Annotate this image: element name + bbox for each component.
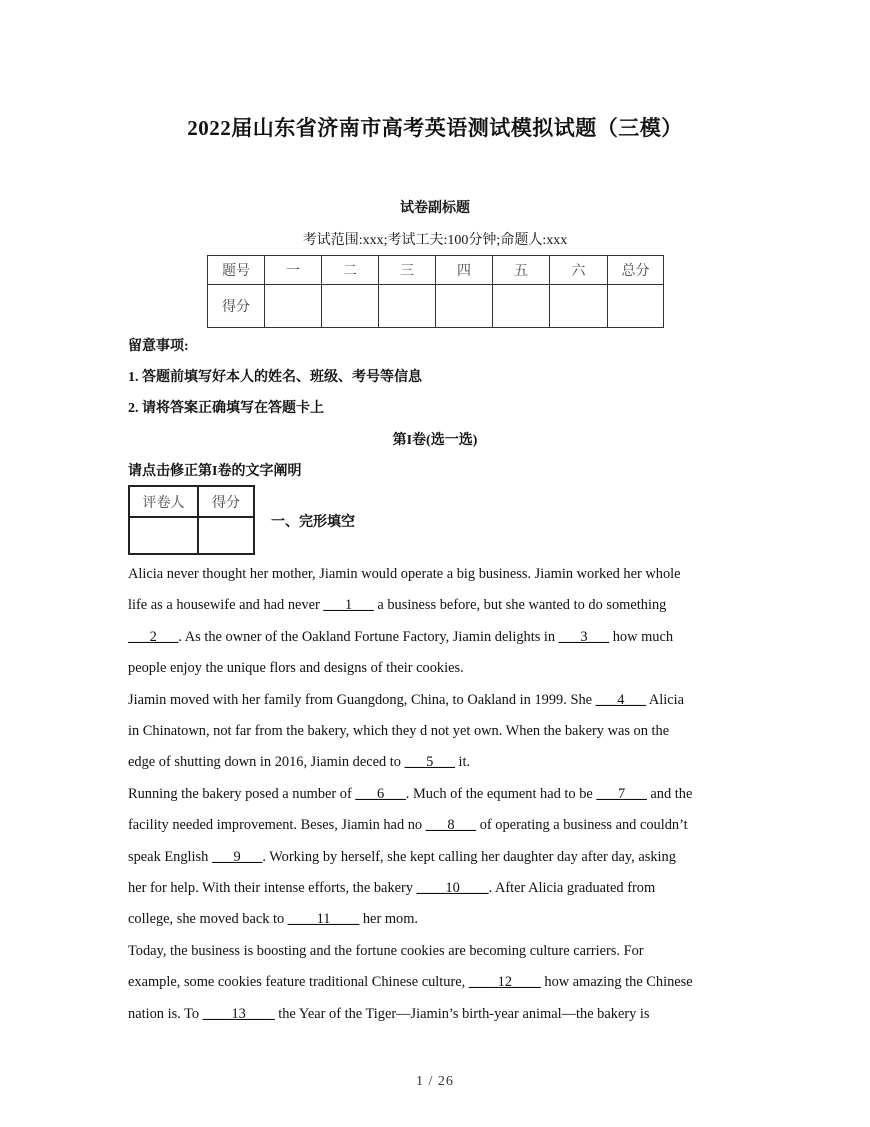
passage-text: and the (646, 785, 693, 802)
passage-text: . After Alicia graduated from (488, 880, 656, 897)
cloze-passage (128, 559, 748, 1030)
score-cell (322, 285, 379, 328)
cloze-blank: ____11____ (287, 911, 360, 928)
passage-line (128, 936, 748, 967)
cloze-blank: ____13____ (202, 1005, 275, 1022)
passage-line (128, 653, 748, 684)
passage-text: Jiamin moved with her family from Guangdong, China, to Oakland in 1999. She (128, 691, 596, 708)
passage-line (128, 590, 748, 621)
passage-text: . Much of the equment had to be (405, 785, 597, 802)
score-table-score-row (208, 285, 664, 328)
part-title: 一、完形填空 (271, 515, 355, 530)
passage-text: how much (609, 628, 674, 645)
passage-text: the Year of the Tiger—Jiamin’s birth-year animal—the bakery is (274, 1005, 650, 1022)
passage-text: example, some cookies feature traditional Chinese culture, (128, 974, 469, 991)
passage-line (128, 747, 748, 778)
passage-line (128, 622, 748, 653)
cloze-blank: ___7___ (596, 785, 647, 802)
cloze-blank: ____10____ (416, 880, 489, 897)
section-title: 第I卷(选一选) (392, 433, 478, 448)
passage-line (128, 559, 748, 590)
score-header-cell: 二 (322, 256, 379, 285)
passage-line (128, 842, 748, 873)
passage-text: in Chinatown, not far from the bakery, which they d not yet own. When the bakery was on the (128, 723, 670, 740)
score-header-cell: 六 (550, 256, 608, 285)
grader-label: 评卷人 (129, 486, 198, 517)
grader-header-row (129, 486, 254, 517)
grader-cell (198, 517, 254, 554)
passage-text: Today, the business is boosting and the fortune cookies are becoming culture carriers. For (128, 942, 644, 959)
grader-table (128, 485, 255, 555)
score-cell (608, 285, 664, 328)
cloze-blank: ___1___ (323, 597, 374, 614)
cloze-blank: ___2___ (128, 628, 179, 645)
passage-text: how amazing the Chinese (540, 974, 693, 991)
passage-line (128, 873, 748, 904)
passage-text: college, she moved back to (128, 911, 288, 928)
passage-text: . Working by herself, she kept calling her daughter day after day, asking (262, 848, 676, 865)
passage-line (128, 810, 748, 841)
cloze-blank: ___6___ (355, 785, 406, 802)
passage-line (128, 967, 748, 998)
passage-text: her mom. (359, 911, 419, 928)
cloze-blank: ___3___ (558, 628, 610, 645)
cloze-blank: ____12____ (468, 974, 541, 991)
note-item: 2. 请将答案正确填写在答题卡上 (128, 401, 324, 416)
score-header-cell: 一 (265, 256, 322, 285)
score-header-cell: 五 (493, 256, 550, 285)
score-header-cell: 三 (379, 256, 436, 285)
score-header-cell: 四 (436, 256, 493, 285)
grader-cell (129, 517, 198, 554)
passage-text: . As the owner of the Oakland Fortune Factory, Jiamin delights in (178, 628, 559, 645)
passage-line (128, 904, 748, 935)
score-cell (493, 285, 550, 328)
passage-text: speak English (128, 848, 212, 865)
passage-text: Alicia never thought her mother, Jiamin would operate a big business. Jiamin worked her whole (128, 566, 681, 582)
cloze-blank: ___9___ (211, 848, 263, 865)
score-cell (379, 285, 436, 328)
grader-empty-row (129, 517, 254, 554)
passage-text: it. (454, 754, 471, 771)
note-item: 1. 答题前填写好本人的姓名、班级、考号等信息 (128, 370, 422, 385)
score-header-cell: 题号 (208, 256, 265, 285)
passage-text: her for help. With their intense efforts, the bakery (128, 880, 417, 897)
page-number: 1 / 26 (416, 1074, 454, 1089)
exam-info: 考试范围:xxx;考试工夫:100分钟;命题人:xxx (302, 233, 568, 248)
passage-line (128, 716, 748, 747)
notes-heading: 留意事项: (128, 339, 189, 354)
paper-subtitle: 试卷副标题 (400, 201, 470, 216)
score-header-cell: 总分 (608, 256, 664, 285)
passage-text: Alicia (646, 691, 684, 708)
passage-line (128, 999, 748, 1030)
score-table-header-row (208, 256, 664, 285)
score-cell (265, 285, 322, 328)
score-cell (436, 285, 493, 328)
passage-text: of operating a business and couldn’t (476, 817, 688, 834)
passage-line (128, 779, 748, 810)
score-table (207, 255, 664, 328)
passage-line (128, 685, 748, 716)
grader-score-label: 得分 (198, 486, 254, 517)
passage-text: a business before, but she wanted to do something (373, 597, 667, 614)
passage-text: people enjoy the unique flors and designs of their cookies. (128, 660, 464, 677)
document-title: 2022届山东省济南市高考英语测试模拟试题（三模） (187, 116, 683, 140)
passage-text: life as a housewife and had never (128, 597, 324, 614)
passage-text: Running the bakery posed a number of (128, 785, 356, 802)
score-cell (550, 285, 608, 328)
passage-text: edge of shutting down in 2016, Jiamin deced to (128, 754, 405, 771)
cloze-blank: ___4___ (595, 691, 647, 708)
passage-text: facility needed improvement. Beses, Jiamin had no (128, 817, 426, 834)
cloze-blank: ___8___ (425, 817, 477, 834)
score-row-label: 得分 (208, 285, 265, 328)
cloze-blank: ___5___ (404, 754, 455, 771)
passage-text: nation is. To (128, 1005, 203, 1022)
section-note: 请点击修正第I卷的文字阐明 (128, 464, 302, 479)
